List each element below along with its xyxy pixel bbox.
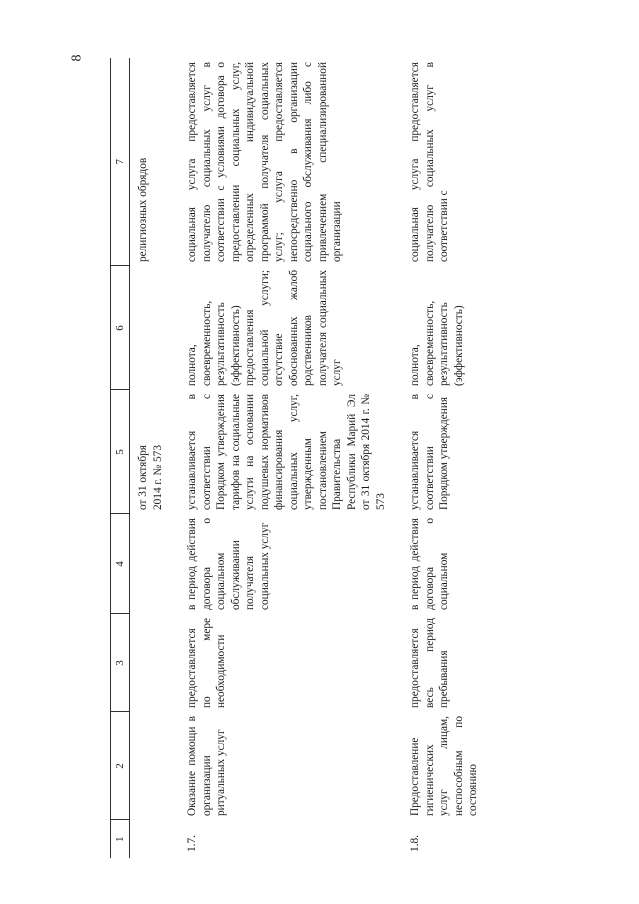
quality-indicators: полнота, своевременность, результативность (эффективность) предоставления социальной услуги; отсутствие обоснованных жалоб родственников получателя социальных услуг (186, 270, 343, 386)
column-header: 7 (111, 58, 130, 266)
table-row (402, 58, 481, 858)
column-header: 1 (111, 820, 130, 858)
service-name: Оказание помощи в организации ритуальных услуг (186, 716, 227, 816)
row-number (130, 820, 166, 858)
service-assessment: социальная услуга предоставляется получателю социальных услуг в соответствии с (409, 62, 450, 262)
column-header: 6 (111, 266, 130, 390)
column-header: 2 (111, 712, 130, 820)
page-number: 8 (69, 54, 85, 62)
service-conditions: предоставляется по мере необходимости (186, 618, 227, 708)
service-price: устанавливается в соответствии с Порядком утверждения тарифов на социальные услуги на основании подушевых нормативов финансирования социальных услуг, утвержденным постановлением Правительства Республики Марий Эл от 31 октября 2014 г. № 573 (186, 394, 387, 510)
service-conditions (130, 614, 166, 712)
rotated-table-sheet (110, 58, 540, 858)
service-term: в период действия договора о социальном (409, 518, 450, 610)
table-row (130, 58, 166, 858)
service-term (130, 514, 166, 614)
column-number-row (111, 58, 130, 858)
service-price: устанавливается в соответствии с Порядком утверждения (409, 394, 450, 510)
quality-indicators: полнота, своевременность, результативность (эффективность) (409, 300, 465, 386)
column-header: 4 (111, 514, 130, 614)
row-number: 1.8. (409, 835, 421, 852)
quality-indicators (130, 266, 166, 390)
service-name (130, 712, 166, 820)
row-number: 1.7. (186, 835, 198, 852)
column-header: 3 (111, 614, 130, 712)
service-conditions: предоставляется весь период пребывания (409, 618, 450, 708)
service-assessment: социальная услуга предоставляется получателю социальных услуг в соответствии с условиями договора о предоставлении социальных услуг, определенных индивидуальной программой получателя социальных услуг; услуга предоставляется непосредственно в организации социального обслуживания либо с привлечением специализированной организации (186, 62, 343, 262)
table-row (179, 58, 388, 858)
service-price: от 31 октября 2014 г. № 573 (137, 445, 164, 510)
service-assessment: религиозных обрядов (137, 157, 149, 262)
service-term: в период действия договора о социальном обслуживании получателя социальных услуг (186, 518, 271, 610)
services-table (110, 58, 481, 858)
column-header: 5 (111, 390, 130, 514)
service-name: Предоставление гигиенических услуг лицам, неспособным по состоянию (409, 716, 479, 816)
